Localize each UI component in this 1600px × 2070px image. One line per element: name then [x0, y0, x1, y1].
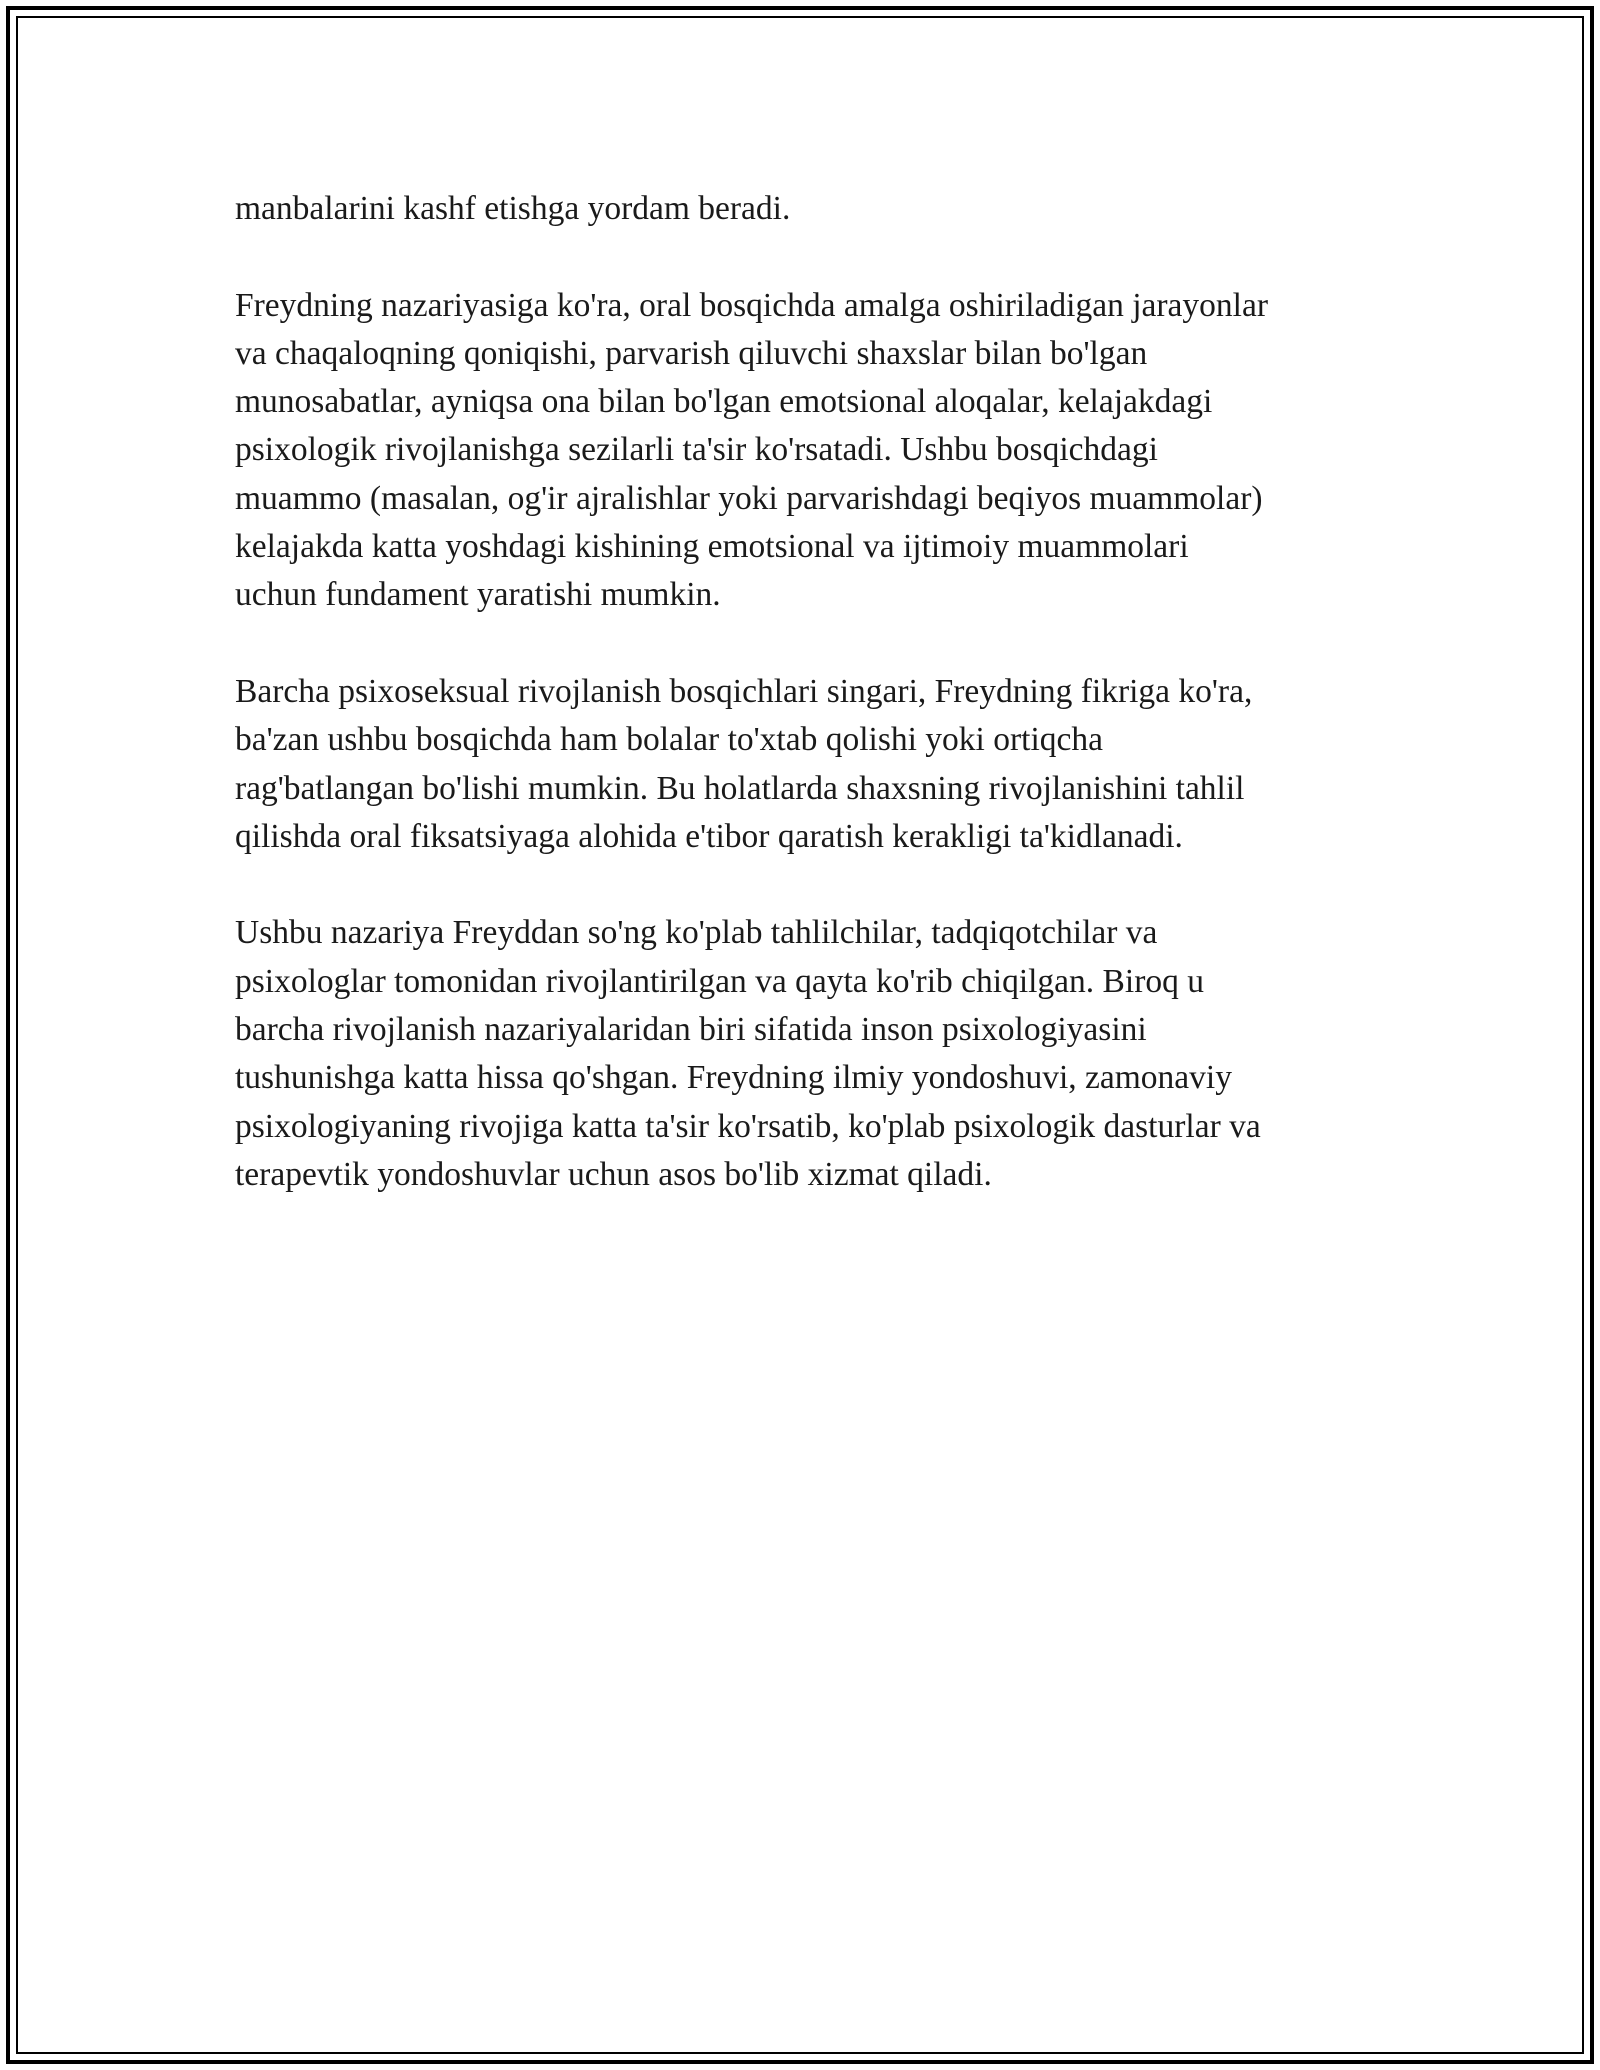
text-line: kelajakda katta yoshdagi kishining emotsional va ijtimoiy muammolari [235, 528, 1189, 566]
text-line: qilishda oral fiksatsiyaga alohida e'tibor qaratish kerakligi ta'kidlanadi. [235, 817, 1183, 855]
text-line: psixologlar tomonidan rivojlantirilgan va qayta ko'rib chiqilgan. Biroq u [235, 962, 1204, 1000]
text-line: terapevtik yondoshuvlar uchun asos bo'lib xizmat qiladi. [235, 1155, 992, 1193]
text-line: ba'zan ushbu bosqichda ham bolalar to'xtab qolishi yoki ortiqcha [235, 721, 1103, 759]
paragraph-3 [235, 668, 1405, 861]
text-line: rag'batlangan bo'lishi mumkin. Bu holatlarda shaxsning rivojlanishini tahlil [235, 769, 1245, 807]
paragraph-1 [235, 185, 1405, 233]
text-line: Barcha psixoseksual rivojlanish bosqichlari singari, Freydning fikriga ko'ra, [235, 672, 1253, 710]
paragraph-4 [235, 909, 1405, 1199]
text-line: psixologik rivojlanishga sezilarli ta'sir ko'rsatadi. Ushbu bosqichdagi [235, 431, 1158, 469]
text-line: barcha rivojlanish nazariyalaridan biri sifatida inson psixologiyasini [235, 1011, 1147, 1049]
text-line: tushunishga katta hissa qo'shgan. Freydning ilmiy yondoshuvi, zamonaviy [235, 1059, 1232, 1097]
text-line: Freydning nazariyasiga ko'ra, oral bosqichda amalga oshiriladigan jarayonlar [235, 286, 1269, 324]
text-line: Ushbu nazariya Freyddan so'ng ko'plab tahlilchilar, tadqiqotchilar va [235, 914, 1158, 952]
text-line: psixologiyaning rivojiga katta ta'sir ko'rsatib, ko'plab psixologik dasturlar va [235, 1107, 1261, 1145]
text-line: munosabatlar, ayniqsa ona bilan bo'lgan emotsional aloqalar, kelajakdagi [235, 383, 1213, 421]
text-line: muammo (masalan, og'ir ajralishlar yoki parvarishdagi beqiyos muammolar) [235, 479, 1263, 517]
document-body [235, 185, 1405, 1248]
text-line: va chaqaloqning qoniqishi, parvarish qiluvchi shaxslar bilan bo'lgan [235, 334, 1148, 372]
paragraph-2 [235, 282, 1405, 620]
text-line: manbalarini kashf etishga yordam beradi. [235, 190, 791, 227]
text-line: uchun fundament yaratishi mumkin. [235, 576, 721, 614]
